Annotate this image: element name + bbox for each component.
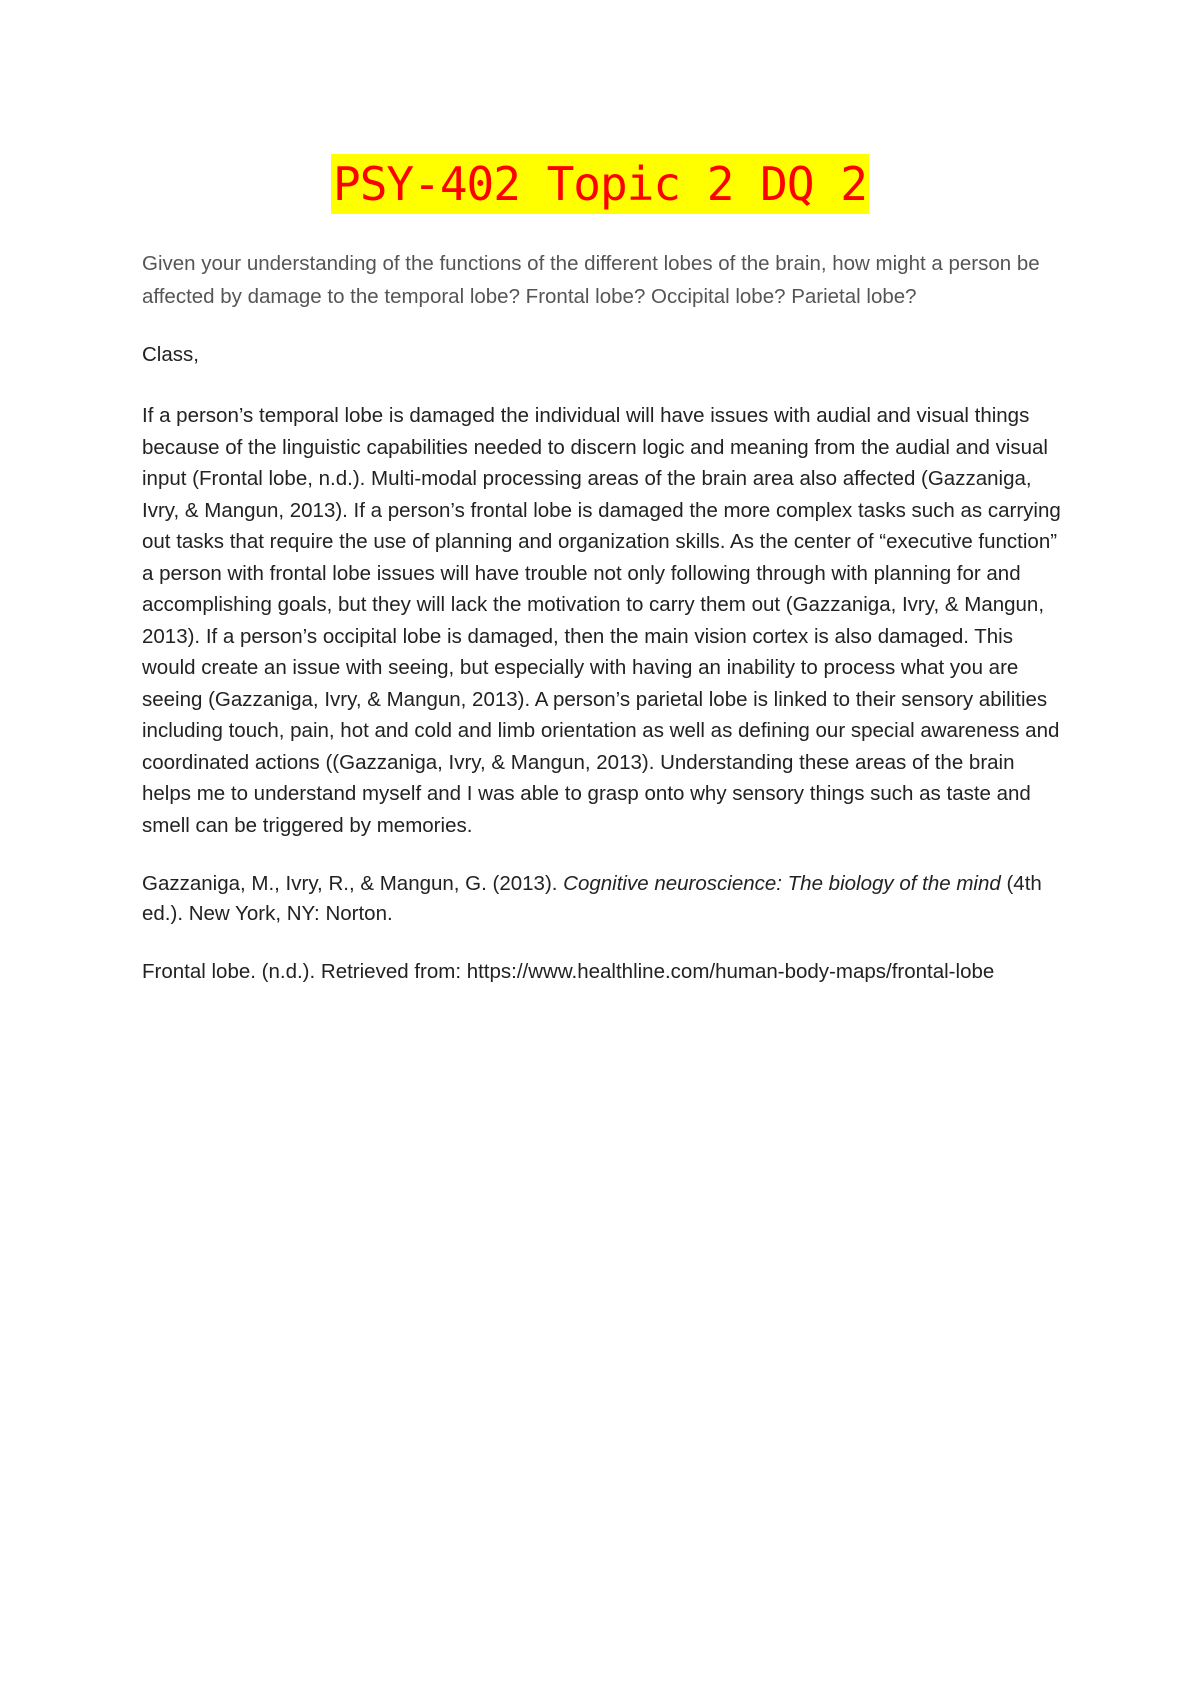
greeting: Class, [142, 343, 199, 366]
reference-gazzaniga-publisher: (4th ed.). New York, NY: Norton. [142, 872, 1042, 925]
document-content [142, 248, 1067, 987]
response-body: If a person’s temporal lobe is damaged the individual will have issues with audial and visual things because of the linguistic capabilities needed to discern logic and meaning from the audial and visual input (Frontal lobe, n.d.). Multi-modal processing areas of the brain area also affected (Gazzaniga, Ivry, & Mangun, 2013). If a person’s frontal lobe is damaged the more complex tasks such as carrying out tasks that require the use of planning and organization skills. As the center of “executive function” a person with frontal lobe issues will have trouble not only following through with planning for and accomplishing goals, but they will lack the motivation to carry them out (Gazzaniga, Ivry, & Mangun, 2013). If a person’s occipital lobe is damaged, then the main vision cortex is also damaged. This would create an issue with seeing, but especially with having an inability to process what you are seeing (Gazzaniga, Ivry, & Mangun, 2013). A person’s parietal lobe is linked to their sensory abilities including touch, pain, hot and cold and limb orientation as well as defining our special awareness and coordinated actions ((Gazzaniga, Ivry, & Mangun, 2013). Understanding these areas of the brain helps me to understand myself and I was able to grasp onto why sensory things such as taste and smell can be triggered by memories. [142, 404, 1061, 837]
document-title: PSY-402 Topic 2 DQ 2 [331, 154, 869, 214]
title-block [0, 154, 1200, 214]
discussion-prompt: Given your understanding of the functions of the different lobes of the brain, how might a person be affected by damage to the temporal lobe? Frontal lobe? Occipital lobe? Parietal lobe? [142, 252, 1040, 308]
reference-frontal-lobe-text: Frontal lobe. (n.d.). Retrieved from: https://www.healthline.com/human-body-maps/frontal-lobe [142, 960, 995, 983]
reference-gazzaniga-book-title: Cognitive neuroscience: The biology of the mind [563, 872, 1001, 895]
reference-gazzaniga [142, 869, 1067, 929]
reference-frontal-lobe [142, 957, 1067, 987]
reference-gazzaniga-authors: Gazzaniga, M., Ivry, R., & Mangun, G. (2013). [142, 872, 564, 895]
